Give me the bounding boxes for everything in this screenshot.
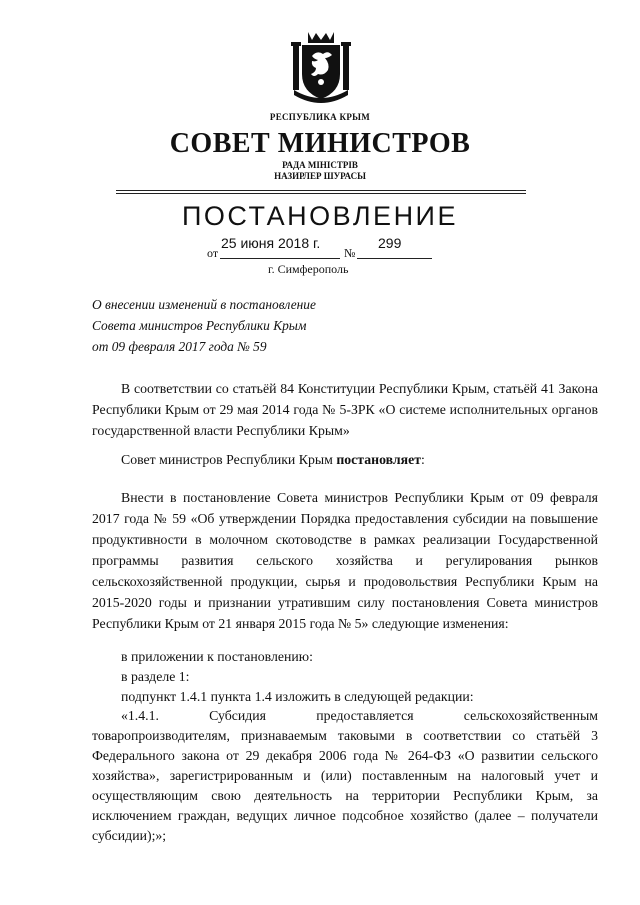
header-divider (116, 193, 526, 194)
amendment-item: в приложении к постановлению: (121, 649, 313, 664)
subclause-paragraph: «1.4.1. Субсидия предоставляется сельскохозяйственным товаропроизводителям, признаваемым таковыми в соответствии со статьёй 3 Федерального закона от 29 декабря 2006 года № 264-ФЗ «О развитии сельского хозяйства», зарегистрированным и (или) поставленным на налоговый учет и осуществляющим свою деятельность на территории Республики Крым, за исключением граждан, ведущих личное подсобное хозяйство (далее – получатели субсидии);»; (92, 708, 598, 843)
number-prefix: № (344, 246, 356, 260)
amendment-items (92, 647, 598, 707)
council-name: СОВЕТ МИНИСТРОВ (169, 128, 471, 159)
resolution-paragraph (92, 449, 598, 470)
coat-of-arms-icon (290, 28, 352, 104)
document-city: г. Симферополь (268, 262, 349, 276)
resolution-text: Совет министров Республики Крым (121, 452, 337, 467)
document-date: 25 июня 2018 г. (221, 235, 321, 251)
header-divider (116, 190, 526, 191)
document-subject (92, 294, 316, 357)
date-underline (220, 258, 340, 259)
document-number: 299 (378, 235, 402, 251)
council-name-ukrainian: РАДА МІНІСТРІВ (282, 160, 358, 170)
council-name-crimean-tatar: НАЗИРЛЕР ШУРАСЫ (274, 171, 366, 181)
resolution-colon: : (421, 452, 425, 467)
document-title: ПОСТАНОВЛЕНИЕ (182, 201, 458, 231)
resolves-word: постановляет (336, 452, 422, 467)
subject-line: О внесении изменений в постановление (92, 297, 316, 312)
republic-name: РЕСПУБЛИКА КРЫМ (269, 112, 371, 122)
amendment-item: в разделе 1: (121, 669, 190, 684)
number-underline (357, 258, 432, 259)
amendment-item: подпункт 1.4.1 пункта 1.4 изложить в следующей редакции: (121, 689, 474, 704)
subject-line: от 09 февраля 2017 года № 59 (92, 339, 267, 354)
subject-line: Совета министров Республики Крым (92, 318, 307, 333)
preamble-paragraph: В соответствии со статьёй 84 Конституции Республики Крым, статьёй 41 Закона Республики Крым от 29 мая 2014 года № 5-ЗРК «О системе исполнительных органов государственной власти Республики Крым» (92, 381, 598, 438)
amendment-paragraph: Внести в постановление Совета министров Республики Крым от 09 февраля 2017 года № 59 «Об утверждении Порядка предоставления субсидии на повышение продуктивности в молочном скотоводстве в рамках реализации Государственной программы развития сельского хозяйства и регулирования рынков сельскохозяйственной продукции, сырья и продовольствия Республики Крым на 2015-2020 годы и признании утратившим силу постановления Совета министров Республики Крым от 21 января 2015 года № 5» следующие изменения: (92, 490, 598, 631)
date-prefix: от (207, 246, 219, 260)
